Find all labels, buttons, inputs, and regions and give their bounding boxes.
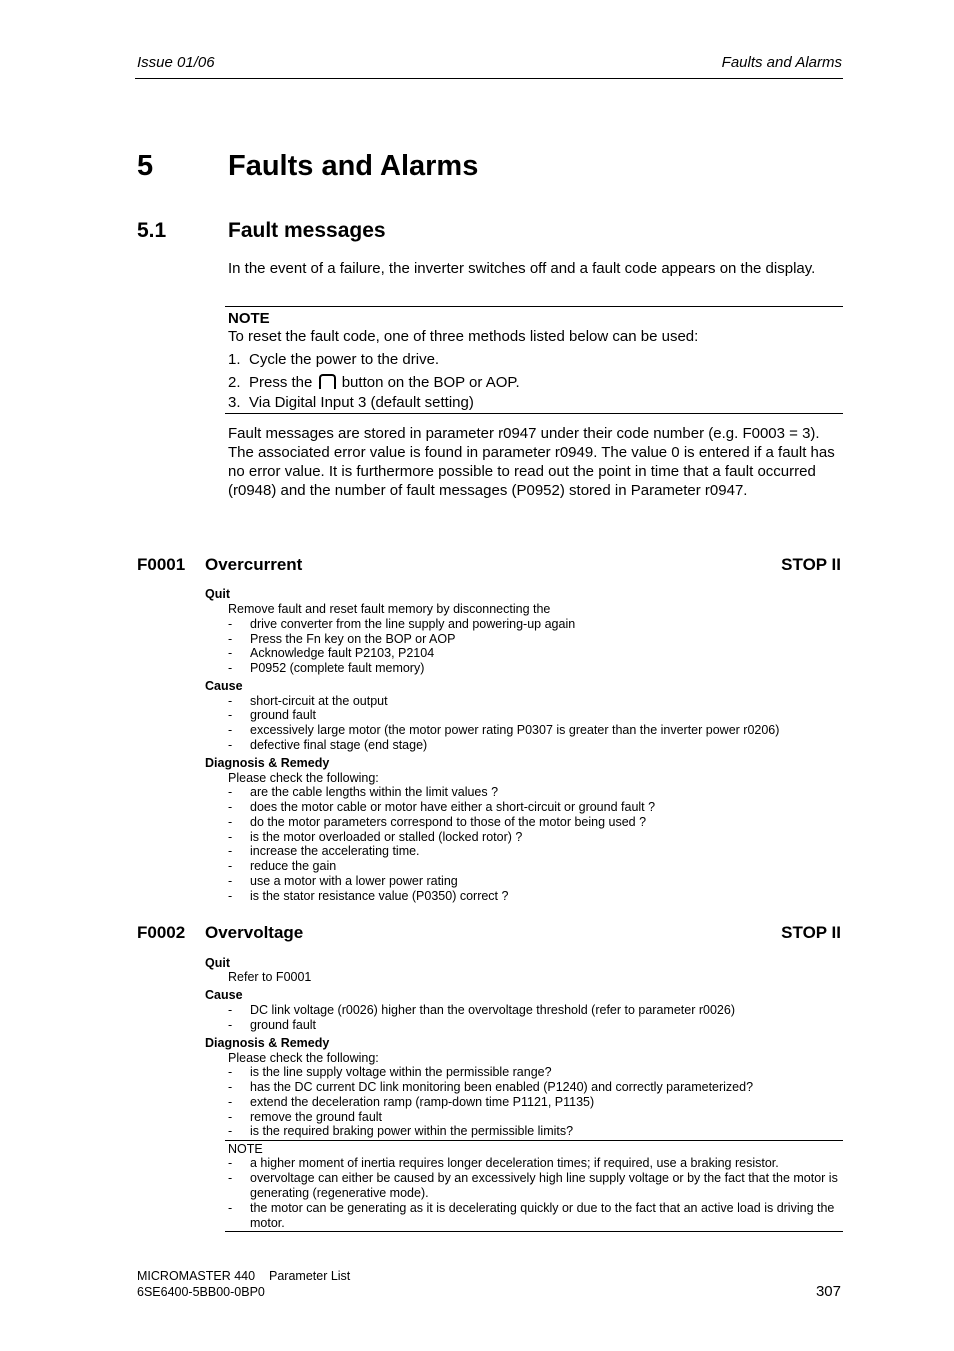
fn-key-icon bbox=[319, 374, 336, 389]
list-item: - drive converter from the line supply and powering-up again bbox=[228, 617, 842, 632]
footer-doc-type: Parameter List bbox=[269, 1269, 351, 1283]
list-item-text: is the required braking power within the permissible limits? bbox=[250, 1124, 574, 1138]
note-item-number: 3. bbox=[228, 394, 241, 411]
note-top-rule bbox=[225, 306, 843, 307]
list-item: - is the stator resistance value (P0350) correct ? bbox=[228, 889, 842, 904]
page-number: 307 bbox=[815, 1283, 841, 1300]
list-item-text: is the stator resistance value (P0350) correct ? bbox=[250, 889, 509, 903]
fault-name: Overvoltage bbox=[205, 923, 304, 942]
list-item-text: excessively large motor (the motor power rating P0307 is greater than the inverter power r0206) bbox=[250, 723, 780, 737]
note-bottom-rule bbox=[225, 413, 843, 414]
list-item-text: P0952 (complete fault memory) bbox=[250, 661, 425, 675]
header-issue: Issue 01/06 bbox=[137, 54, 215, 71]
note-item-text: Cycle the power to the drive. bbox=[249, 351, 440, 368]
list-item-text: has the DC current DC link monitoring been enabled (P1240) and correctly parameterized? bbox=[250, 1080, 754, 1094]
list-item: - increase the accelerating time. bbox=[228, 844, 842, 859]
list-item-text: increase the accelerating time. bbox=[250, 844, 420, 858]
list-item-text: does the motor cable or motor have either a short-circuit or ground fault ? bbox=[250, 800, 656, 814]
list-item: - ground fault bbox=[228, 1018, 842, 1033]
list-item: - does the motor cable or motor have either a short-circuit or ground fault ? bbox=[228, 800, 842, 815]
list-item-text: is the motor overloaded or stalled (locked rotor) ? bbox=[250, 830, 523, 844]
list-item-text: ground fault bbox=[250, 1018, 317, 1032]
section-number: 5.1 bbox=[137, 219, 167, 242]
footer-order-number: 6SE6400-5BB00-0BP0 bbox=[137, 1285, 265, 1299]
list-item: - overvoltage can either be caused by an excessively high line supply voltage or by the fact that the motor is generating (regenerative mode). bbox=[228, 1171, 842, 1201]
list-item-text: are the cable lengths within the limit values ? bbox=[250, 785, 499, 799]
quit-heading: Quit bbox=[205, 956, 230, 970]
note-item-number: 1. bbox=[228, 351, 241, 368]
list-item-text: use a motor with a lower power rating bbox=[250, 874, 458, 888]
fault-code: F0002 bbox=[137, 923, 186, 942]
note-item bbox=[228, 394, 474, 411]
note-item-text: Via Digital Input 3 (default setting) bbox=[249, 394, 474, 411]
list-item-text: ground fault bbox=[250, 708, 317, 722]
header-rule bbox=[135, 78, 843, 79]
list-item: - has the DC current DC link monitoring been enabled (P1240) and correctly parameterized? bbox=[228, 1080, 842, 1095]
list-item: - is the line supply voltage within the permissible range? bbox=[228, 1065, 842, 1080]
note-label: NOTE bbox=[228, 1142, 263, 1156]
list-item: - DC link voltage (r0026) higher than the overvoltage threshold (refer to parameter r0026) bbox=[228, 1003, 842, 1018]
list-item: - short-circuit at the output bbox=[228, 694, 842, 709]
list-item-text: defective final stage (end stage) bbox=[250, 738, 428, 752]
list-item: - is the motor overloaded or stalled (locked rotor) ? bbox=[228, 830, 842, 845]
note-top-rule bbox=[225, 1140, 843, 1141]
chapter-title: Faults and Alarms bbox=[228, 150, 479, 182]
list-item: - the motor can be generating as it is decelerating quickly or due to the fact that an active load is driving the motor. bbox=[228, 1201, 842, 1231]
note-text: To reset the fault code, one of three methods listed below can be used: bbox=[228, 328, 699, 345]
section-title: Fault messages bbox=[228, 219, 386, 242]
list-item: - defective final stage (end stage) bbox=[228, 738, 842, 753]
list-item: - a higher moment of inertia requires longer deceleration times; if required, use a braking resistor. bbox=[228, 1156, 842, 1171]
diagnosis-heading: Diagnosis & Remedy bbox=[205, 1036, 330, 1050]
list-item: - do the motor parameters correspond to those of the motor being used ? bbox=[228, 815, 842, 830]
list-item-text: do the motor parameters correspond to those of the motor being used ? bbox=[250, 815, 647, 829]
header-section: Faults and Alarms bbox=[721, 54, 842, 71]
list-item-text: the motor can be generating as it is decelerating quickly or due to the fact that an active load is driving the motor. bbox=[250, 1201, 835, 1230]
cause-heading: Cause bbox=[205, 988, 243, 1002]
fault-storage-paragraph: Fault messages are stored in parameter r0947 under their code number (e.g. F0003 = 3). The associated error value is found in parameter r0949. The value 0 is entered if a fault has no error value. It is furthermore possible to read out the point in time that a fault occurred (r0948) and the number of fault messages (P0952) stored in Parameter r0947. bbox=[228, 425, 835, 499]
list-item: - Acknowledge fault P2103, P2104 bbox=[228, 646, 842, 661]
list-item: - use a motor with a lower power rating bbox=[228, 874, 842, 889]
list-item: - reduce the gain bbox=[228, 859, 842, 874]
list-item-text: reduce the gain bbox=[250, 859, 337, 873]
fault-stop-class: STOP II bbox=[781, 923, 841, 942]
list-item: - Press the Fn key on the BOP or AOP bbox=[228, 632, 842, 647]
list-item: - excessively large motor (the motor power rating P0307 is greater than the inverter power r0206) bbox=[228, 723, 842, 738]
fault-name: Overcurrent bbox=[205, 555, 303, 574]
diagnosis-heading: Diagnosis & Remedy bbox=[205, 756, 330, 770]
diagnosis-text: Please check the following: bbox=[228, 1051, 379, 1065]
note-item-text-after: button on the BOP or AOP. bbox=[341, 374, 520, 391]
list-item: - ground fault bbox=[228, 708, 842, 723]
diagnosis-text: Please check the following: bbox=[228, 771, 379, 785]
footer-product-line bbox=[137, 1269, 350, 1283]
footer-product: MICROMASTER 440 bbox=[137, 1269, 256, 1283]
intro-paragraph: In the event of a failure, the inverter switches off and a fault code appears on the display. bbox=[228, 260, 816, 277]
list-item-text: a higher moment of inertia requires longer deceleration times; if required, use a braking resistor. bbox=[250, 1156, 779, 1170]
list-item-text: overvoltage can either be caused by an excessively high line supply voltage or by the fact that the motor is generating (regenerative mode). bbox=[250, 1171, 838, 1200]
note-item-number: 2. bbox=[228, 374, 241, 391]
list-item: - are the cable lengths within the limit values ? bbox=[228, 785, 842, 800]
list-item-text: Acknowledge fault P2103, P2104 bbox=[250, 646, 435, 660]
list-item-text: Press the Fn key on the BOP or AOP bbox=[250, 632, 456, 646]
quit-heading: Quit bbox=[205, 587, 230, 601]
note-item bbox=[228, 374, 520, 391]
list-item-text: short-circuit at the output bbox=[250, 694, 388, 708]
list-item: - is the required braking power within the permissible limits? bbox=[228, 1124, 842, 1139]
list-item-text: DC link voltage (r0026) higher than the overvoltage threshold (refer to parameter r0026) bbox=[250, 1003, 735, 1017]
fault-code: F0001 bbox=[137, 555, 186, 574]
note-item bbox=[228, 351, 439, 368]
list-item-text: remove the ground fault bbox=[250, 1110, 383, 1124]
list-item: - P0952 (complete fault memory) bbox=[228, 661, 842, 676]
note-title: NOTE bbox=[228, 310, 270, 327]
note-bottom-rule bbox=[225, 1231, 843, 1232]
quit-text: Remove fault and reset fault memory by disconnecting the bbox=[228, 602, 551, 616]
list-item: - remove the ground fault bbox=[228, 1110, 842, 1125]
chapter-number: 5 bbox=[137, 150, 154, 182]
list-item: - extend the deceleration ramp (ramp-down time P1121, P1135) bbox=[228, 1095, 842, 1110]
quit-text: Refer to F0001 bbox=[228, 970, 312, 984]
note-item-text-before: Press the bbox=[249, 374, 313, 391]
fault-stop-class: STOP II bbox=[781, 555, 841, 574]
list-item-text: drive converter from the line supply and powering-up again bbox=[250, 617, 576, 631]
list-item-text: extend the deceleration ramp (ramp-down time P1121, P1135) bbox=[250, 1095, 595, 1109]
list-item-text: is the line supply voltage within the permissible range? bbox=[250, 1065, 552, 1079]
cause-heading: Cause bbox=[205, 679, 243, 693]
